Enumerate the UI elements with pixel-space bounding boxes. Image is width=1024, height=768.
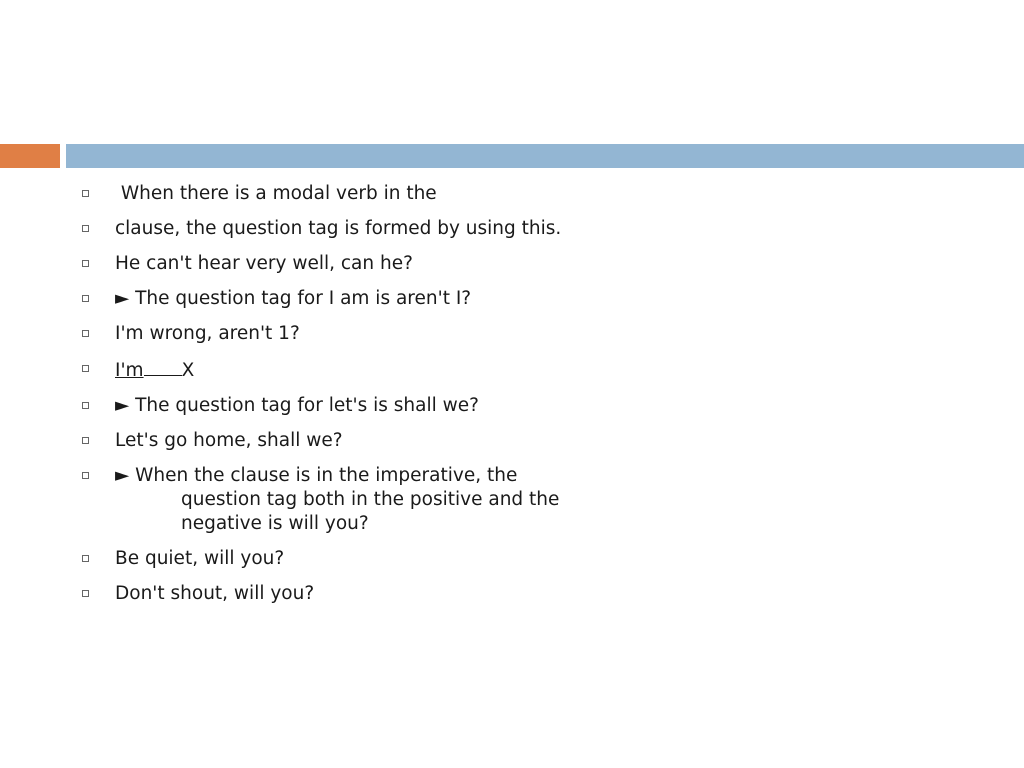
bullet-text-line: question tag both in the positive and the [181,489,560,510]
bullet-text: Be quiet, will you? [115,548,285,569]
square-bullet-icon [82,365,89,372]
bullet-text: Let's go home, shall we? [115,430,343,451]
bullet-item-6 [82,357,561,383]
bullet-text: He can't hear very well, can he? [115,253,413,274]
square-bullet-icon [82,225,89,232]
bullet-item-7 [82,394,561,418]
bullet-text: ► The question tag for let's is shall we? [115,395,479,416]
square-bullet-icon [82,555,89,562]
bullet-item-9 [82,464,561,536]
bullet-item-2 [82,217,561,241]
bullet-text-line: ► When the clause is in the imperative, the [115,465,518,486]
bullet-text [115,357,561,383]
bullet-text: When there is a modal verb in the [115,183,437,204]
bullet-text: ► The question tag for I am is aren't I? [115,288,472,309]
header-accent-bar-orange [0,144,60,168]
square-bullet-icon [82,437,89,444]
bullet-item-10 [82,547,561,571]
answer-mark: X [181,360,195,381]
bullet-text: clause, the question tag is formed by using this. [115,218,562,239]
bullet-item-8 [82,429,561,453]
square-bullet-icon [82,260,89,267]
bullet-item-4 [82,287,561,311]
fill-in-blank [144,357,182,376]
square-bullet-icon [82,590,89,597]
square-bullet-icon [82,330,89,337]
header-accent-bar-blue [66,144,1024,168]
square-bullet-icon [82,472,89,479]
square-bullet-icon [82,402,89,409]
bullet-text-line: negative is will you? [181,513,369,534]
bullet-list [82,182,561,617]
bullet-text: I'm wrong, aren't 1? [115,323,300,344]
square-bullet-icon [82,190,89,197]
bullet-item-11 [82,582,561,606]
bullet-item-1 [82,182,561,206]
bullet-item-5 [82,322,561,346]
bullet-text: Don't shout, will you? [115,583,315,604]
square-bullet-icon [82,295,89,302]
underlined-word: I'm [115,360,144,381]
bullet-item-3 [82,252,561,276]
